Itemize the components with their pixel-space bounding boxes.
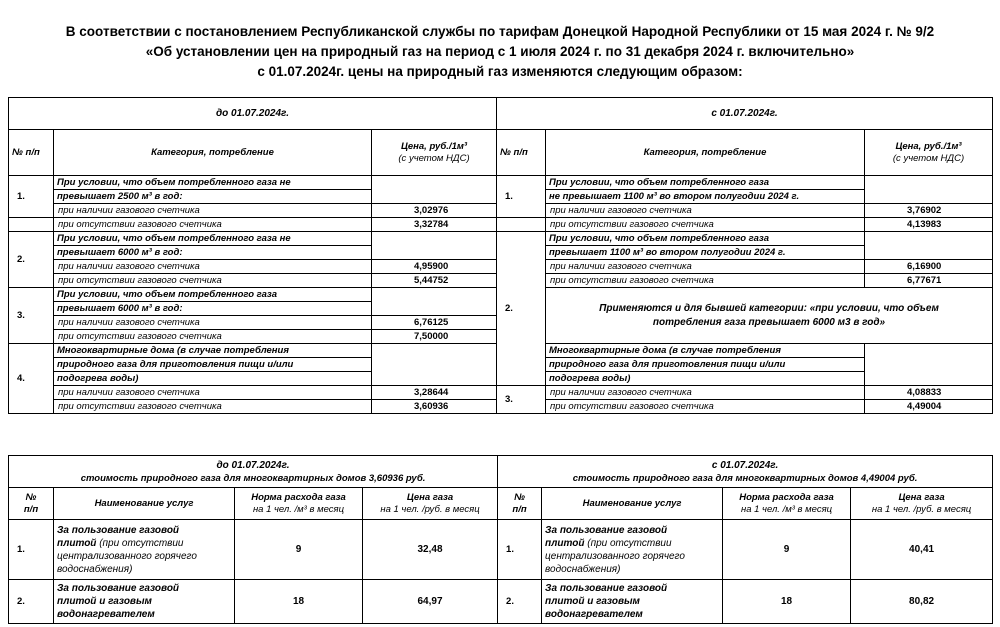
condition-text: При условии, что объем потребленного газа — [546, 176, 865, 190]
condition-text: Многоквартирные дома (в случае потребления — [546, 344, 865, 358]
col-header-name: Наименование услуг — [542, 488, 723, 520]
price-without-meter: 4,49004 — [865, 400, 993, 414]
price-with-meter: 3,28644 — [372, 386, 497, 400]
price-with-meter: 6,16900 — [865, 260, 993, 274]
price-value: 32,48 — [363, 520, 498, 580]
condition-text: природного газа для приготовления пищи и/или — [546, 358, 865, 372]
price-value: 80,82 — [851, 580, 993, 624]
left-period-title: до 01.07.2024г. — [9, 98, 497, 130]
condition-text: При условии, что объем потребленного газа не — [54, 232, 372, 246]
condition-text: превышает 2500 м³ в год: — [54, 190, 372, 204]
meter-label: при наличии газового счетчика — [54, 386, 372, 400]
price-with-meter: 6,76125 — [372, 316, 497, 330]
col-header-price: Цена, руб./1м³ (с учетом НДС) — [372, 130, 497, 176]
no-meter-label: при отсутствии газового счетчика — [546, 400, 865, 414]
norm-value: 9 — [235, 520, 363, 580]
row-num: 2. — [497, 232, 546, 386]
row-num: 1. — [497, 176, 546, 218]
price-without-meter: 7,50000 — [372, 330, 497, 344]
price-with-meter: 4,08833 — [865, 386, 993, 400]
left-period-title: до 01.07.2024г. стоимость природного газа для многоквартирных домов 3,60936 руб. — [9, 456, 498, 488]
meter-label: при наличии газового счетчика — [54, 260, 372, 274]
condition-text: При условии, что объем потребленного газа не — [54, 176, 372, 190]
col-header-name: Наименование услуг — [54, 488, 235, 520]
no-meter-label: при отсутствии газового счетчика — [54, 400, 372, 414]
condition-text: превышает 6000 м³ в год: — [54, 302, 372, 316]
col-header-price: Цена газа на 1 чел. /руб. в месяц — [363, 488, 498, 520]
row-num: 4. — [9, 344, 54, 414]
price-value: 40,41 — [851, 520, 993, 580]
price-without-meter: 3,32784 — [372, 218, 497, 232]
col-header-num: № п/п — [497, 130, 546, 176]
row-num: 1. — [9, 520, 54, 580]
header-line-2: «Об установлении цен на природный газ на период с 1 июля 2024 г. по 31 декабря 2024 г. включительно» — [145, 44, 855, 59]
meter-label: при наличии газового счетчика — [546, 386, 865, 400]
row-num: 3. — [9, 288, 54, 344]
header-line-1: В соответствии с постановлением Республиканской службы по тарифам Донецкой Народной Республики от 15 мая 2024 г. № 9/2 — [65, 24, 935, 39]
service-name: За пользование газовой плитой (при отсутствии централизованного горячего водоснабжения) — [54, 520, 235, 580]
row-num: 3. — [497, 386, 546, 414]
price-with-meter: 4,95900 — [372, 260, 497, 274]
row-num: 1. — [498, 520, 542, 580]
meter-label: при наличии газового счетчика — [546, 260, 865, 274]
condition-text: подогрева воды) — [54, 372, 372, 386]
row-num: 1. — [9, 176, 54, 218]
condition-text: При условии, что объем потребленного газа — [546, 232, 865, 246]
price-value: 64,97 — [363, 580, 498, 624]
price-without-meter: 4,13983 — [865, 218, 993, 232]
price-without-meter: 6,77671 — [865, 274, 993, 288]
gas-price-table — [8, 97, 993, 414]
row-num: 2. — [498, 580, 542, 624]
price-without-meter: 3,60936 — [372, 400, 497, 414]
condition-text: превышает 1100 м³ во втором полугодии 2024 г. — [546, 246, 865, 260]
service-name: За пользование газовой плитой (при отсутствии централизованного горячего водоснабжения) — [542, 520, 723, 580]
condition-text: подогрева воды) — [546, 372, 865, 386]
col-header-num: № п/п — [9, 130, 54, 176]
condition-text: При условии, что объем потребленного газа — [54, 288, 372, 302]
row-num: 2. — [9, 580, 54, 624]
category-note: Применяются и для бывшей категории: «при условии, что объем потребления газа превышает 6000 м3 в год» — [546, 288, 993, 344]
meter-label: при наличии газового счетчика — [54, 204, 372, 218]
col-header-norm: Норма расхода газа на 1 чел. /м³ в месяц — [235, 488, 363, 520]
meter-label: при наличии газового счетчика — [54, 316, 372, 330]
norm-value: 18 — [235, 580, 363, 624]
no-meter-label: при отсутствии газового счетчика — [546, 274, 865, 288]
right-period-title: с 01.07.2024г. — [497, 98, 993, 130]
service-norms-table — [8, 455, 993, 624]
col-header-norm: Норма расхода газа на 1 чел. /м³ в месяц — [723, 488, 851, 520]
price-with-meter: 3,02976 — [372, 204, 497, 218]
service-name: За пользование газовой плитой и газовым водонагревателем — [542, 580, 723, 624]
document-header — [0, 0, 1000, 82]
row-num: 2. — [9, 232, 54, 288]
col-header-category: Категория, потребление — [546, 130, 865, 176]
header-line-3: с 01.07.2024г. цены на природный газ изменяются следующим образом: — [257, 64, 743, 79]
condition-text: не превышает 1100 м³ во втором полугодии 2024 г. — [546, 190, 865, 204]
no-meter-label: при отсутствии газового счетчика — [54, 218, 372, 232]
meter-label: при наличии газового счетчика — [546, 204, 865, 218]
service-name: За пользование газовой плитой и газовым водонагревателем — [54, 580, 235, 624]
no-meter-label: при отсутствии газового счетчика — [546, 218, 865, 232]
norm-value: 9 — [723, 520, 851, 580]
condition-text: природного газа для приготовления пищи и/или — [54, 358, 372, 372]
condition-text: Многоквартирные дома (в случае потребления — [54, 344, 372, 358]
col-header-price: Цена, руб./1м³ (с учетом НДС) — [865, 130, 993, 176]
col-header-category: Категория, потребление — [54, 130, 372, 176]
price-with-meter: 3,76902 — [865, 204, 993, 218]
right-period-title: с 01.07.2024г. стоимость природного газа для многоквартирных домов 4,49004 руб. — [498, 456, 993, 488]
price-without-meter: 5,44752 — [372, 274, 497, 288]
condition-text: превышает 6000 м³ в год: — [54, 246, 372, 260]
norm-value: 18 — [723, 580, 851, 624]
col-header-num: № п/п — [9, 488, 54, 520]
col-header-price: Цена газа на 1 чел. /руб. в месяц — [851, 488, 993, 520]
no-meter-label: при отсутствии газового счетчика — [54, 330, 372, 344]
col-header-num: № п/п — [498, 488, 542, 520]
no-meter-label: при отсутствии газового счетчика — [54, 274, 372, 288]
